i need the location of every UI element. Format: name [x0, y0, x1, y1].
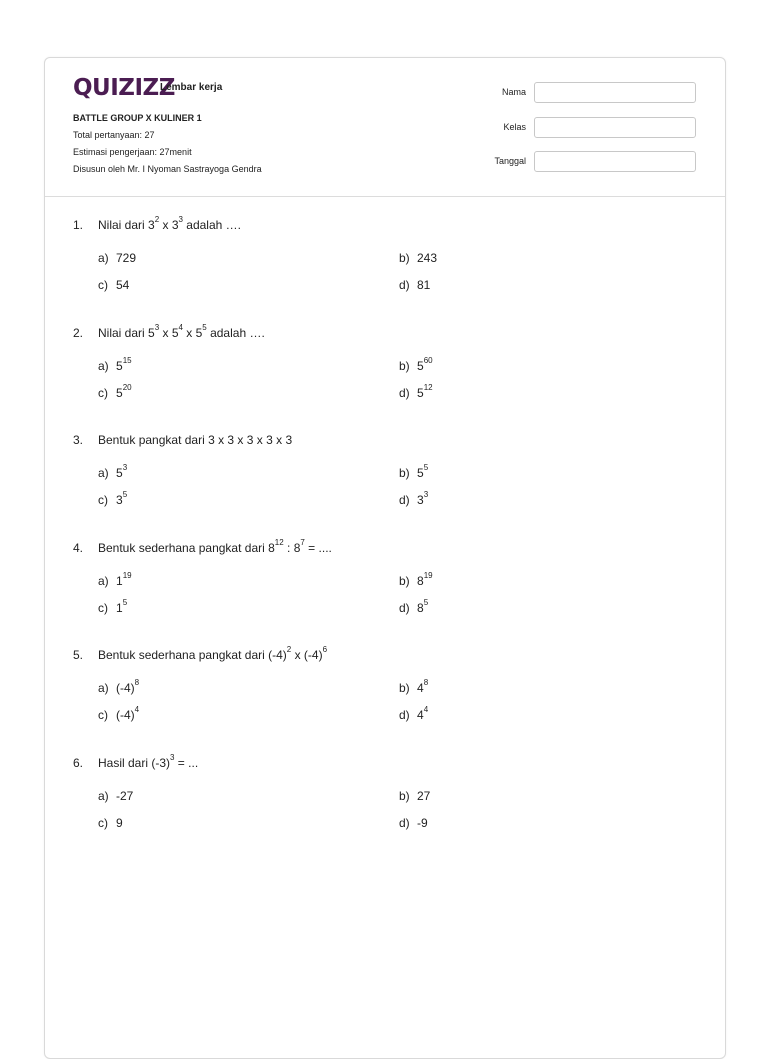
- option-value: 5: [116, 466, 123, 480]
- option-value: (-4): [116, 708, 135, 722]
- answer-option[interactable]: [399, 278, 430, 292]
- option-letter: b): [399, 466, 410, 480]
- exponent: 2: [154, 215, 160, 224]
- option-value: 3: [417, 493, 424, 507]
- text-part: : 8: [283, 540, 301, 555]
- option-value: (-4): [116, 681, 135, 695]
- option-letter: d): [399, 600, 410, 615]
- option-letter: a): [98, 788, 109, 803]
- question-text: [98, 752, 199, 770]
- text-part: adalah ….: [182, 218, 241, 232]
- option-letter: c): [98, 815, 108, 830]
- question-text: [98, 215, 241, 232]
- text-part: x (-4): [291, 648, 323, 662]
- option-exponent: 12: [423, 382, 433, 392]
- option-exponent: 5: [423, 597, 429, 607]
- option-letter: d): [399, 385, 410, 400]
- option-letter: b): [399, 681, 410, 695]
- option-value: 54: [116, 278, 130, 292]
- answer-option[interactable]: [98, 816, 123, 830]
- answer-option[interactable]: [98, 355, 132, 373]
- answer-option[interactable]: [98, 463, 128, 480]
- option-value: -27: [116, 788, 134, 803]
- question-number: 4.: [73, 540, 84, 555]
- option-letter: a): [98, 573, 109, 588]
- option-exponent: 60: [423, 355, 433, 365]
- option-exponent: 15: [122, 355, 132, 365]
- option-value: 4: [417, 708, 424, 722]
- option-value: 5: [116, 385, 123, 400]
- option-value: 1: [116, 600, 123, 615]
- answer-option[interactable]: [98, 490, 128, 507]
- option-letter: d): [399, 708, 410, 722]
- text-part: Bentuk pangkat dari 3 x 3 x 3 x 3 x 3: [98, 433, 293, 447]
- option-letter: d): [399, 493, 410, 507]
- text-part: x 5: [159, 325, 179, 340]
- quizizz-logo: QUIZIZZ: [73, 75, 175, 101]
- option-value: 4: [417, 681, 424, 695]
- text-part: Bentuk sederhana pangkat dari 8: [98, 540, 275, 555]
- option-value: 8: [417, 600, 424, 615]
- exponent: 5: [202, 322, 207, 332]
- answer-option[interactable]: [98, 382, 132, 400]
- option-value: 8: [417, 573, 424, 588]
- exponent: 7: [300, 537, 305, 547]
- option-value: 9: [116, 815, 123, 830]
- answer-option[interactable]: [399, 251, 437, 265]
- worksheet-header: [45, 58, 725, 197]
- question-number: 1.: [73, 218, 84, 232]
- total-questions: Total pertanyaan: 27: [73, 130, 155, 140]
- question-text: [98, 322, 265, 340]
- option-letter: c): [98, 385, 108, 400]
- option-exponent: 3: [122, 463, 128, 472]
- answer-option[interactable]: [98, 789, 133, 803]
- answer-option[interactable]: [399, 570, 433, 588]
- option-exponent: 5: [122, 490, 128, 499]
- exponent: 3: [154, 322, 160, 332]
- answer-option[interactable]: [98, 570, 132, 588]
- worksheet: [44, 57, 726, 1059]
- option-value: -9: [417, 815, 428, 830]
- exponent: 6: [322, 645, 328, 654]
- option-letter: d): [399, 278, 410, 292]
- option-exponent: 8: [134, 678, 140, 687]
- date-field[interactable]: [534, 151, 696, 172]
- text-part: Bentuk sederhana pangkat dari (-4): [98, 648, 287, 662]
- text-part: Nilai dari 5: [98, 325, 155, 340]
- option-letter: a): [98, 358, 109, 373]
- question-text: [98, 537, 332, 555]
- answer-option[interactable]: [399, 490, 429, 507]
- exponent: 12: [274, 537, 284, 547]
- option-letter: c): [98, 708, 108, 722]
- answer-option[interactable]: [399, 597, 429, 615]
- text-part: = ...: [174, 755, 199, 770]
- exponent: 4: [178, 322, 183, 332]
- sheet-type-label: Lembar kerja: [160, 82, 223, 93]
- option-letter: a): [98, 681, 109, 695]
- option-letter: b): [399, 573, 410, 588]
- text-part: Nilai dari 3: [98, 218, 155, 232]
- name-label: Nama: [501, 87, 526, 97]
- option-exponent: 5: [122, 597, 128, 607]
- option-exponent: 19: [122, 570, 132, 580]
- option-value: 5: [417, 358, 424, 373]
- option-letter: b): [399, 788, 410, 803]
- option-letter: c): [98, 278, 108, 292]
- question-number: 5.: [73, 648, 84, 662]
- option-value: 3: [116, 493, 123, 507]
- option-letter: a): [98, 251, 109, 265]
- text-part: x 3: [159, 218, 179, 232]
- text-part: = ....: [304, 540, 332, 555]
- option-value: 243: [417, 251, 438, 265]
- text-part: adalah ….: [206, 325, 265, 340]
- question-number: 6.: [73, 755, 84, 770]
- exponent: 2: [286, 645, 292, 654]
- worksheet-title: BATTLE GROUP X KULINER 1: [73, 113, 202, 123]
- option-exponent: 20: [122, 382, 132, 392]
- option-exponent: 5: [423, 463, 429, 472]
- answer-option[interactable]: [98, 705, 140, 722]
- text-part: x 5: [182, 325, 203, 340]
- option-exponent: 4: [134, 705, 140, 714]
- option-letter: c): [98, 600, 108, 615]
- exponent: 3: [170, 752, 175, 762]
- question-text: [98, 433, 292, 447]
- answer-option[interactable]: [98, 678, 140, 695]
- option-letter: a): [98, 466, 109, 480]
- option-letter: c): [98, 493, 108, 507]
- option-exponent: 19: [423, 570, 433, 580]
- date-label: Tanggal: [494, 156, 526, 166]
- exponent: 3: [178, 215, 183, 224]
- answer-option[interactable]: [98, 278, 129, 292]
- time-estimate: Estimasi pengerjaan: 27menit: [73, 147, 192, 157]
- answer-option[interactable]: [399, 705, 429, 722]
- option-value: 81: [417, 278, 431, 292]
- question-text: [98, 645, 328, 662]
- option-exponent: 8: [423, 678, 429, 687]
- option-exponent: 4: [423, 705, 429, 714]
- option-value: 27: [417, 788, 431, 803]
- option-value: 729: [116, 251, 137, 265]
- answer-option[interactable]: [399, 463, 429, 480]
- answer-option[interactable]: [399, 678, 429, 695]
- option-value: 5: [417, 385, 424, 400]
- option-letter: b): [399, 251, 410, 265]
- answer-option[interactable]: [399, 816, 428, 830]
- author-line: Disusun oleh Mr. I Nyoman Sastrayoga Gendra: [73, 164, 262, 174]
- option-value: 1: [116, 573, 123, 588]
- option-value: 5: [417, 466, 424, 480]
- class-label: Kelas: [503, 122, 526, 132]
- answer-option[interactable]: [399, 789, 430, 803]
- class-field[interactable]: [534, 117, 696, 138]
- answer-option[interactable]: [399, 355, 433, 373]
- answer-option[interactable]: [399, 382, 433, 400]
- option-letter: b): [399, 358, 410, 373]
- name-field[interactable]: [534, 82, 696, 103]
- answer-option[interactable]: [98, 597, 128, 615]
- option-letter: d): [399, 815, 410, 830]
- question-number: 2.: [73, 325, 84, 340]
- answer-option[interactable]: [98, 251, 136, 265]
- question-number: 3.: [73, 433, 84, 447]
- option-value: 5: [116, 358, 123, 373]
- text-part: Hasil dari (-3): [98, 755, 171, 770]
- option-exponent: 3: [423, 490, 429, 499]
